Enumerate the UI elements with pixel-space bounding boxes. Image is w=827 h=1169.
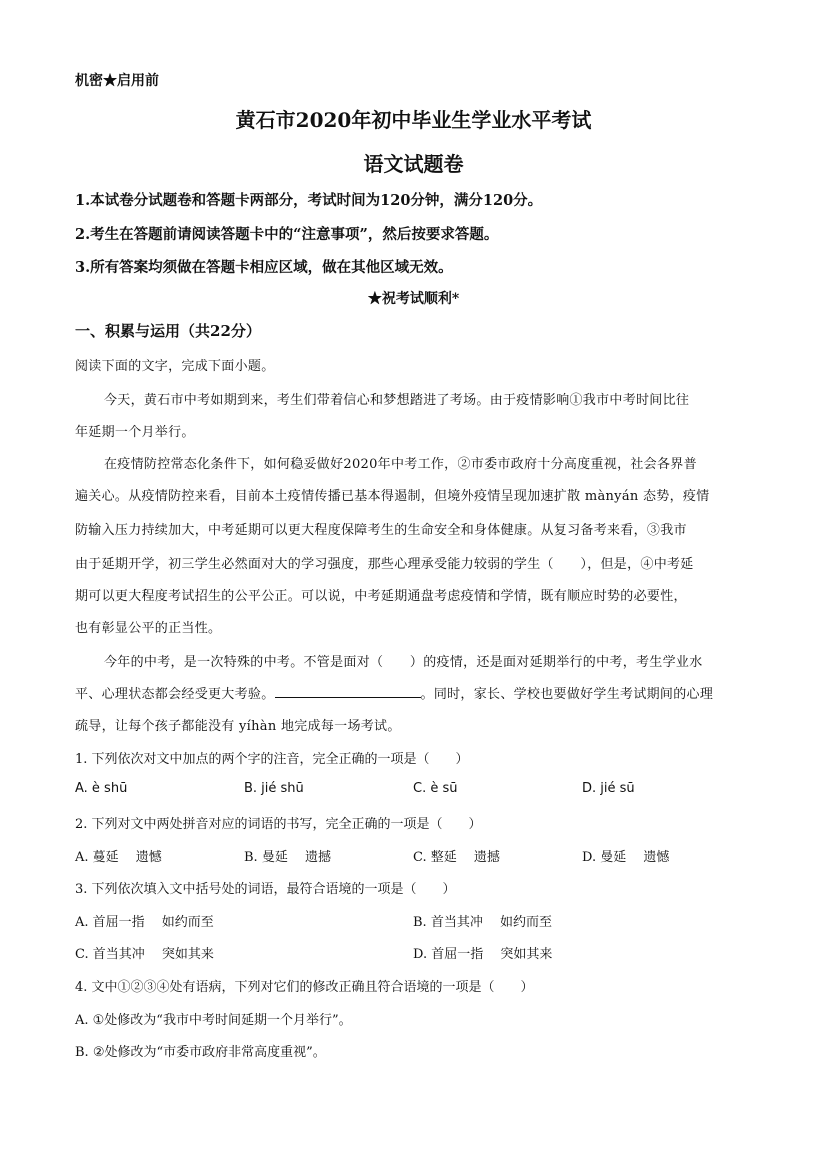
question-2-stem: 2. 下列对文中两处拼音对应的词语的书写，完全正确的一项是（ ） [75,817,482,832]
passage-line: 年延期一个月举行。 [75,425,195,440]
passage-text: 。同时，家长、学校也要做好学生考试期间的心理 [420,687,714,702]
question-4-option-b: B. ②处修改为“市委市政府非常高度重视”。 [75,1045,326,1060]
section-instruction: 阅读下面的文字，完成下面小题。 [75,359,275,374]
question-3-option-c: C. 首当其冲 突如其来 [75,947,214,962]
passage-line: 由于延期开学，初三学生必然面对大的学习强度，那些心理承受能力较弱的学生（ ），但是，④中考延 [75,557,694,572]
exam-subtitle: 语文试题卷 [363,152,464,176]
question-2-option-c: C. 整延 遗撼 [413,850,500,865]
passage-line: 今年的中考，是一次特殊的中考。不管是面对（ ）的疫情，还是面对延期举行的中考，考生学业水 [104,655,703,670]
note-1: 1.本试卷分试题卷和答题卡两部分，考试时间为120分钟，满分120分。 [75,192,543,209]
secret-mark: 机密★启用前 [75,73,159,89]
passage-line [75,683,713,702]
question-3-stem: 3. 下列依次填入文中括号处的词语，最符合语境的一项是（ ） [75,882,456,897]
question-2-option-b: B. 曼延 遗撼 [244,850,331,865]
passage-line: 在疫情防控常态化条件下，如何稳妥做好2020年中考工作，②市委市政府十分高度重视，社会各界普 [104,457,697,472]
question-1-option-b: B. jié shū [244,781,304,796]
question-1-option-c: C. è sū [413,781,458,796]
passage-line: 今天，黄石市中考如期到来，考生们带着信心和梦想踏进了考场。由于疫情影响①我市中考时间比往 [104,393,690,408]
question-2-option-d: D. 曼延 遗憾 [582,850,670,865]
question-3-option-d: D. 首屈一指 突如其来 [413,947,553,962]
question-1-option-d: D. jié sū [582,781,635,796]
passage-line: 遍关心。从疫情防控来看，目前本土疫情传播已基本得遏制，但境外疫情呈现加速扩散 mànyán 态势，疫情 [75,489,710,504]
note-2: 2.考生在答题前请阅读答题卡中的“注意事项”，然后按要求答题。 [75,226,499,243]
passage-text: 平、心理状态都会经受更大考验。 [75,687,275,702]
question-3-option-b: B. 首当其冲 如约而至 [413,915,552,930]
question-4-option-a: A. ①处修改为“我市中考时间延期一个月举行”。 [75,1013,352,1028]
fill-in-blank [275,685,421,698]
question-3-option-a: A. 首屈一指 如约而至 [75,915,214,930]
good-luck-wish: ★祝考试顺利* [367,291,460,307]
passage-line: 期可以更大程度考试招生的公平公正。可以说，中考延期通盘考虑疫情和学情，既有顺应时势的必要性， [75,589,687,604]
question-1-option-a: A. è shū [75,781,128,796]
section-title: 一、积累与运用（共22分） [75,322,261,340]
question-4-stem: 4. 文中①②③④处有语病，下列对它们的修改正确且符合语境的一项是（ ） [75,980,534,995]
passage-line: 防输入压力持续加大，中考延期可以更大程度保障考生的生命安全和身体健康。从复习备考来看，③我市 [75,523,687,538]
exam-title: 黄石市2020年初中毕业生学业水平考试 [235,108,592,132]
question-1-stem: 1. 下列依次对文中加点的两个字的注音，完全正确的一项是（ ） [75,752,469,767]
passage-line: 也有彰显公平的正当性。 [75,621,222,636]
question-2-option-a: A. 蔓延 遗憾 [75,850,162,865]
note-3: 3.所有答案均须做在答题卡相应区域，做在其他区域无效。 [75,259,453,276]
passage-line: 疏导，让每个孩子都能没有 yíhàn 地完成每一场考试。 [75,719,401,734]
